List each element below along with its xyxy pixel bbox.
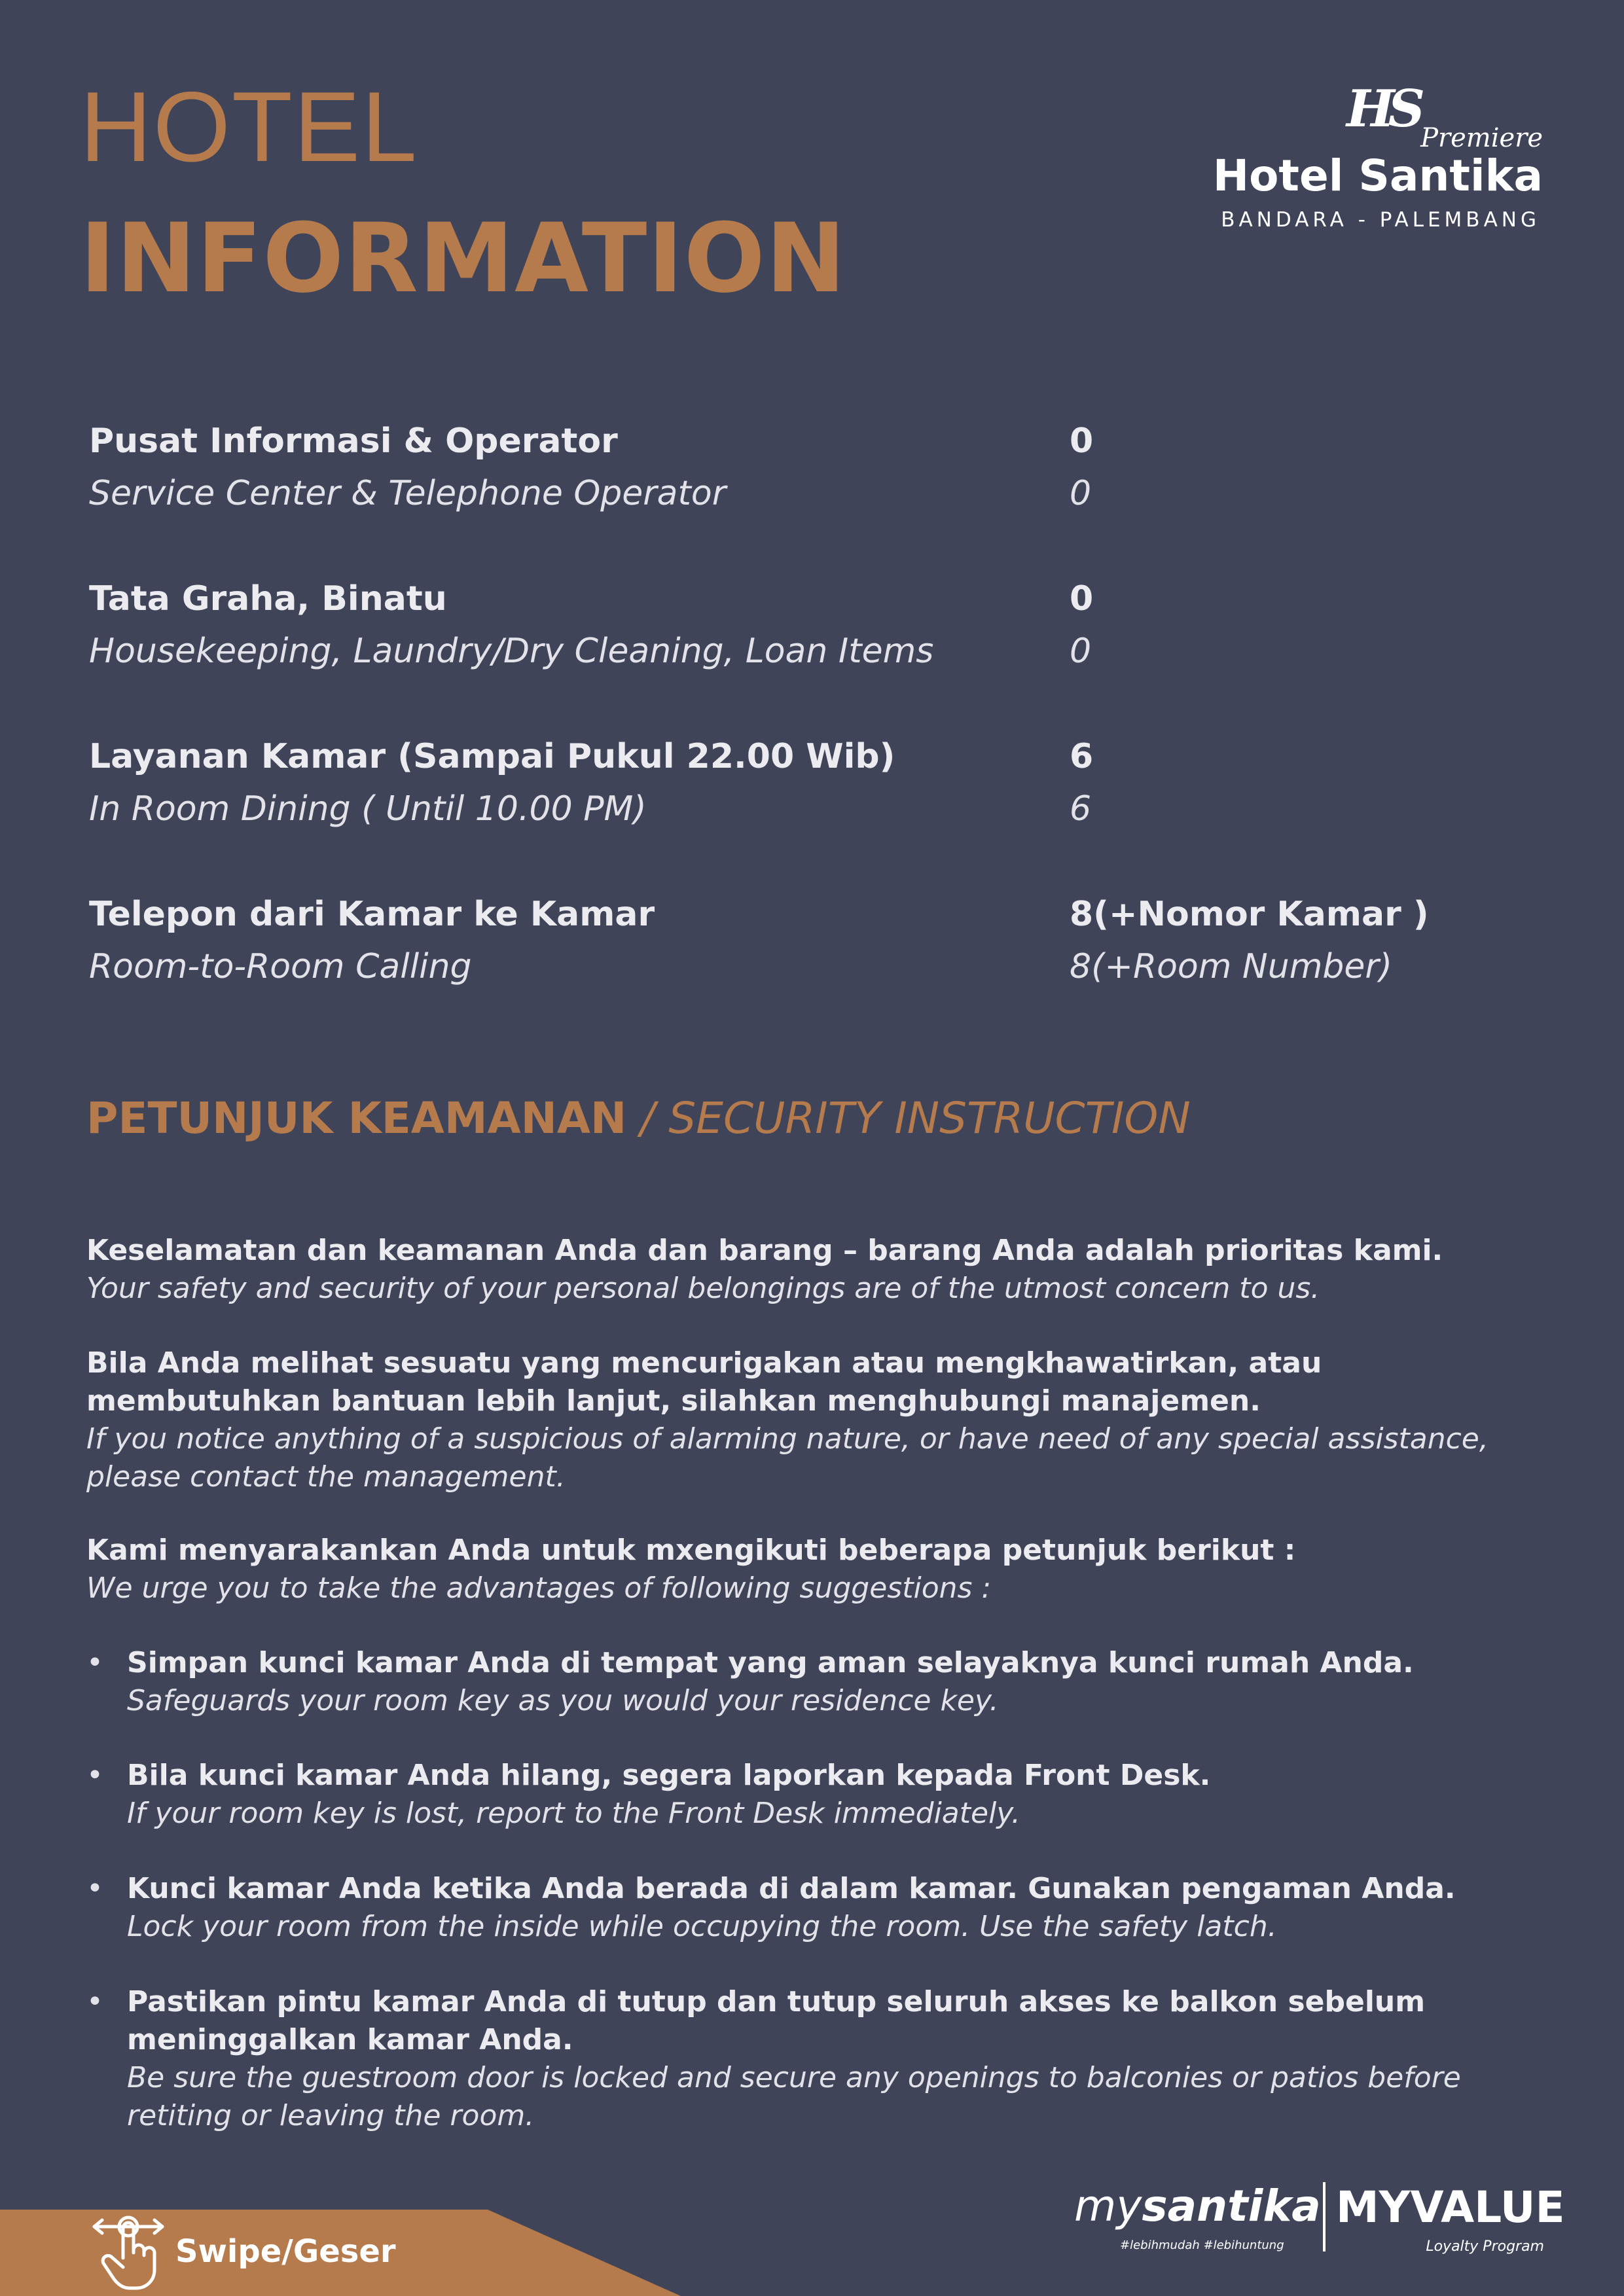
brand-mysantika — [1074, 2181, 1321, 2231]
brand-santika: santika — [1142, 2181, 1321, 2231]
bullet-text-id: Pastikan pintu kamar Anda di tutup dan tutup seluruh akses ke balkon sebelum meninggalkan kamar Anda. — [127, 1985, 1426, 2056]
security-title-separator: / — [626, 1093, 669, 1143]
bullet-text-id: Bila kunci kamar Anda hilang, segera laporkan kepada Front Desk. — [127, 1759, 1211, 1792]
security-bullet — [86, 1757, 1553, 1833]
directory-label-id: Tata Graha, Binatu — [89, 579, 447, 619]
security-title-en: SECURITY INSTRUCTION — [668, 1093, 1191, 1143]
paragraph-text-en: Your safety and security of your personal belongings are of the utmost concern to us. — [86, 1272, 1320, 1305]
security-paragraph — [86, 1532, 1553, 1607]
brand-divider — [1323, 2182, 1326, 2251]
directory-number-id: 0 — [1070, 422, 1094, 461]
swipe-label[interactable]: Swipe/Geser — [175, 2233, 396, 2270]
bullet-dot: • — [86, 1759, 103, 1792]
security-paragraph — [86, 1344, 1553, 1496]
bullet-text-id: Kunci kamar Anda ketika Anda berada di dalam kamar. Gunakan pengaman Anda. — [127, 1872, 1456, 1905]
directory-number-id: 6 — [1070, 737, 1094, 776]
mysantika-myvalue-logo — [1074, 2179, 1565, 2258]
bullet-dot: • — [86, 1985, 103, 2018]
directory-number-id: 0 — [1070, 579, 1094, 619]
logo-location: BANDARA - PALEMBANG — [1221, 208, 1540, 232]
paragraph-text-id: Bila Anda melihat sesuatu yang mencurigakan atau mengkhawatirkan, atau membutuhkan bantuan lebih lanjut, silahkan menghubungi manajemen. — [86, 1346, 1322, 1418]
swipe-hand-icon[interactable] — [89, 2215, 168, 2291]
heading-hotel: HOTEL — [80, 71, 418, 183]
directory-row — [89, 424, 1555, 529]
directory-row — [89, 737, 1555, 844]
directory-number-id: 8(+Nomor Kamar ) — [1070, 895, 1429, 934]
directory-label-en: Room-to-Room Calling — [89, 947, 472, 986]
heading-information: INFORMATION — [80, 203, 846, 314]
bullet-dot: • — [86, 1646, 103, 1679]
bullet-text-en: Be sure the guestroom door is locked and secure any openings to balconies or patios before retiting or leaving the room. — [127, 2061, 1461, 2132]
directory-row — [89, 579, 1555, 687]
directory-number-en: 8(+Room Number) — [1070, 947, 1393, 986]
directory-label-en: In Room Dining ( Until 10.00 PM) — [89, 789, 647, 829]
security-bullet — [86, 1644, 1553, 1720]
security-title — [86, 1093, 1191, 1143]
security-title-id: PETUNJUK KEAMANAN — [86, 1093, 627, 1143]
bullet-text-id: Simpan kunci kamar Anda di tempat yang aman selayaknya kunci rumah Anda. — [127, 1646, 1414, 1679]
security-bullet — [86, 1870, 1553, 1946]
paragraph-text-id: Keselamatan dan keamanan Anda dan barang – barang Anda adalah prioritas kami. — [86, 1234, 1443, 1267]
bullet-text-en: Safeguards your room key as you would your residence key. — [127, 1684, 999, 1717]
logo-premiere: Premiere — [1420, 123, 1543, 153]
directory-label-en: Service Center & Telephone Operator — [89, 474, 727, 513]
bullet-text-en: Lock your room from the inside while occupying the room. Use the safety latch. — [127, 1910, 1277, 1943]
directory-label-id: Layanan Kamar (Sampai Pukul 22.00 Wib) — [89, 737, 895, 776]
brand-myvalue: MYVALUE — [1336, 2182, 1565, 2233]
directory-label-id: Pusat Informasi & Operator — [89, 422, 618, 461]
directory-number-en: 0 — [1070, 632, 1092, 671]
directory-label-id: Telepon dari Kamar ke Kamar — [89, 895, 655, 934]
hotel-santika-logo — [1202, 79, 1543, 241]
directory-label-en: Housekeeping, Laundry/Dry Cleaning, Loan Items — [89, 632, 934, 671]
brand-my: my — [1074, 2181, 1142, 2231]
directory-row — [89, 897, 1555, 1002]
directory-number-en: 0 — [1070, 474, 1092, 513]
paragraph-text-en: If you notice anything of a suspicious of alarming nature, or have need of any special assistance, please contact the management. — [86, 1422, 1489, 1494]
bullet-dot: • — [86, 1872, 103, 1905]
brand-loyalty: Loyalty Program — [1426, 2238, 1544, 2255]
security-paragraph — [86, 1232, 1553, 1308]
paragraph-text-id: Kami menyarakankan Anda untuk mxengikuti beberapa petunjuk berikut : — [86, 1534, 1296, 1567]
security-bullet — [86, 1983, 1553, 2135]
logo-name: Hotel Santika — [1212, 151, 1543, 201]
logo-monogram: HS — [1346, 79, 1418, 139]
bullet-text-en: If your room key is lost, report to the Front Desk immediately. — [127, 1797, 1020, 1830]
paragraph-text-en: We urge you to take the advantages of following suggestions : — [86, 1571, 992, 1605]
directory-number-en: 6 — [1070, 789, 1092, 829]
brand-tagline: #lebihmudah #lebihuntung — [1120, 2238, 1284, 2252]
